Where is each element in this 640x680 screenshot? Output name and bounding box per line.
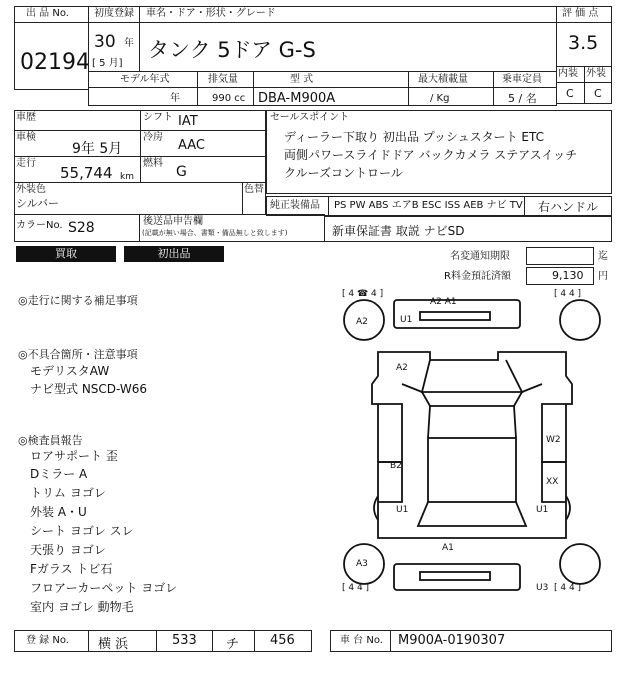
car-damage-diagram xyxy=(330,288,614,604)
inspector-item: シート ヨゴレ スレ xyxy=(30,524,134,538)
mark-door-left: B2 xyxy=(390,461,402,471)
lot-number: 02194 xyxy=(20,50,90,75)
first-reg-label: 初度登録 xyxy=(94,8,134,19)
inspection-value: 9年 5月 xyxy=(72,141,123,157)
interior-grade: C xyxy=(566,87,574,100)
mark-front-u1: U1 xyxy=(400,315,413,325)
aftermarket-label: 後送品申告欄 xyxy=(143,216,203,227)
recycle-value: 9,130 xyxy=(552,269,584,282)
ac-value: AAC xyxy=(178,138,205,153)
inspector-item: 天張り ヨゴレ xyxy=(30,543,106,557)
handle-side: 右ハンドル xyxy=(538,200,599,214)
corner-label-tl: [ 4 ☎ 4 ] xyxy=(342,289,384,299)
grade-value: 3.5 xyxy=(568,32,599,54)
fuel-label: 燃料 xyxy=(143,158,163,169)
shift-label: シフト xyxy=(143,112,173,123)
sales-line-3: クルーズコントロール xyxy=(284,166,403,180)
mark-rear: A1 xyxy=(442,543,454,553)
driving-title: ◎走行に関する補足事項 xyxy=(18,294,138,307)
color-change-label: 色替 xyxy=(244,184,264,195)
defects-title: ◎不具合箇所・注意事項 xyxy=(18,348,138,361)
corner-label-tr: [ 4 4 ] xyxy=(554,289,582,299)
mark-right-u1: U1 xyxy=(536,505,549,515)
first-listing-tag: 初出品 xyxy=(124,246,224,262)
inspector-item: フロアーカーペット ヨゴレ xyxy=(30,581,178,595)
name-change-label: 名変通知期限 xyxy=(450,251,510,262)
history-label: 車歴 xyxy=(16,112,36,123)
odometer-value: 55,744 xyxy=(60,164,113,182)
ac-label: 冷房 xyxy=(143,132,163,143)
first-reg-year-unit: 年 xyxy=(124,38,134,49)
first-reg-year: 30 xyxy=(94,32,116,52)
type-value: DBA-M900A xyxy=(258,91,336,106)
inspector-item: ロアサポート 歪 xyxy=(30,449,118,463)
mark-hood: A2 xyxy=(396,363,408,373)
displacement-label: 排気量 xyxy=(208,74,238,85)
first-reg-month: [ 5 月] xyxy=(92,58,123,69)
corner-label-bl: [ 4 4 ] xyxy=(342,583,370,593)
name-change-field xyxy=(526,247,594,265)
sales-line-2: 両側パワースライドドア バックカメラ ステアスイッチ xyxy=(284,148,578,162)
mark-left-u1: U1 xyxy=(396,505,409,515)
exterior-color-value: シルバー xyxy=(16,197,59,210)
capacity-value: 5 / 名 xyxy=(508,92,537,105)
name-change-unit: 迄 xyxy=(598,251,608,262)
equipment-value: PS PW ABS エアB ESC ISS AEB ナビ TV xyxy=(334,200,523,211)
corner-label-br: [ 4 4 ] xyxy=(554,583,582,593)
registration-label: 登 録 No. xyxy=(26,635,69,646)
mark-door-right: W2 xyxy=(546,435,561,445)
inspector-title: ◎検査員報告 xyxy=(18,434,83,447)
exterior-grade: C xyxy=(594,87,602,100)
lot-label: 出 品 No. xyxy=(26,8,69,19)
inspector-item: 外装 A・U xyxy=(30,505,87,519)
mark-front-bumper: A2 A1 xyxy=(430,297,457,307)
shift-value: IAT xyxy=(178,114,198,129)
inspector-item: トリム ヨゴレ xyxy=(30,486,106,500)
color-no-value: S28 xyxy=(68,220,95,236)
aftermarket-note: (記載が無い場合、書類・備品無しと致します) xyxy=(142,229,288,237)
model-year-label: モデル年式 xyxy=(120,74,170,85)
equipment-label: 純正装備品 xyxy=(270,200,320,211)
car-name: タンク 5ドア G-S xyxy=(148,38,316,62)
sales-line-1: ディーラー下取り 初出品 プッシュスタート ETC xyxy=(284,130,544,144)
sales-points-label: セールスポイント xyxy=(270,112,350,123)
model-year-value: 年 xyxy=(170,93,180,104)
buyout-tag: 買取 xyxy=(16,246,116,262)
mark-rear-bumper: U3 xyxy=(536,583,549,593)
interior-label: 内装 xyxy=(558,68,578,79)
displacement-value: 990 cc xyxy=(212,93,246,104)
chassis-label: 車 台 No. xyxy=(340,635,383,646)
mark-right-xx: XX xyxy=(546,477,559,487)
exterior-label: 外装 xyxy=(586,68,606,79)
grade-label: 評 価 点 xyxy=(562,8,599,19)
mark-wheel-fl: A2 xyxy=(356,317,368,327)
registration-region: 横 浜 xyxy=(98,637,129,652)
registration-number: 456 xyxy=(270,633,295,648)
odometer-unit: km xyxy=(120,172,134,182)
load-value: / Kg xyxy=(430,93,450,104)
inspection-label: 車検 xyxy=(16,132,36,143)
defect-item: ナビ型式 NSCD-W66 xyxy=(30,382,148,396)
registration-kana: チ xyxy=(226,637,240,652)
car-name-label: 車名・ドア・形状・グレード xyxy=(146,8,276,19)
odometer-label: 走行 xyxy=(16,158,36,169)
load-label: 最大積載量 xyxy=(418,74,468,85)
inspector-item: Fガラス トビ石 xyxy=(30,562,113,576)
type-label: 型 式 xyxy=(290,74,314,85)
exterior-color-label: 外装色 xyxy=(16,184,46,195)
mark-wheel-rl: A3 xyxy=(356,559,368,569)
recycle-label: R料金預託済額 xyxy=(444,271,511,282)
capacity-label: 乗車定員 xyxy=(502,74,542,85)
recycle-unit: 円 xyxy=(598,271,608,282)
color-no-label: カラーNo. xyxy=(16,220,63,231)
defect-item: モデリスタAW xyxy=(30,364,110,378)
chassis-value: M900A-0190307 xyxy=(398,633,506,648)
fuel-value: G xyxy=(176,164,187,180)
inspector-item: Dミラー A xyxy=(30,467,88,481)
inspector-item: 室内 ヨゴレ 動物毛 xyxy=(30,600,134,614)
registration-class: 533 xyxy=(172,633,197,648)
warranty-text: 新車保証書 取説 ナビSD xyxy=(332,224,465,238)
